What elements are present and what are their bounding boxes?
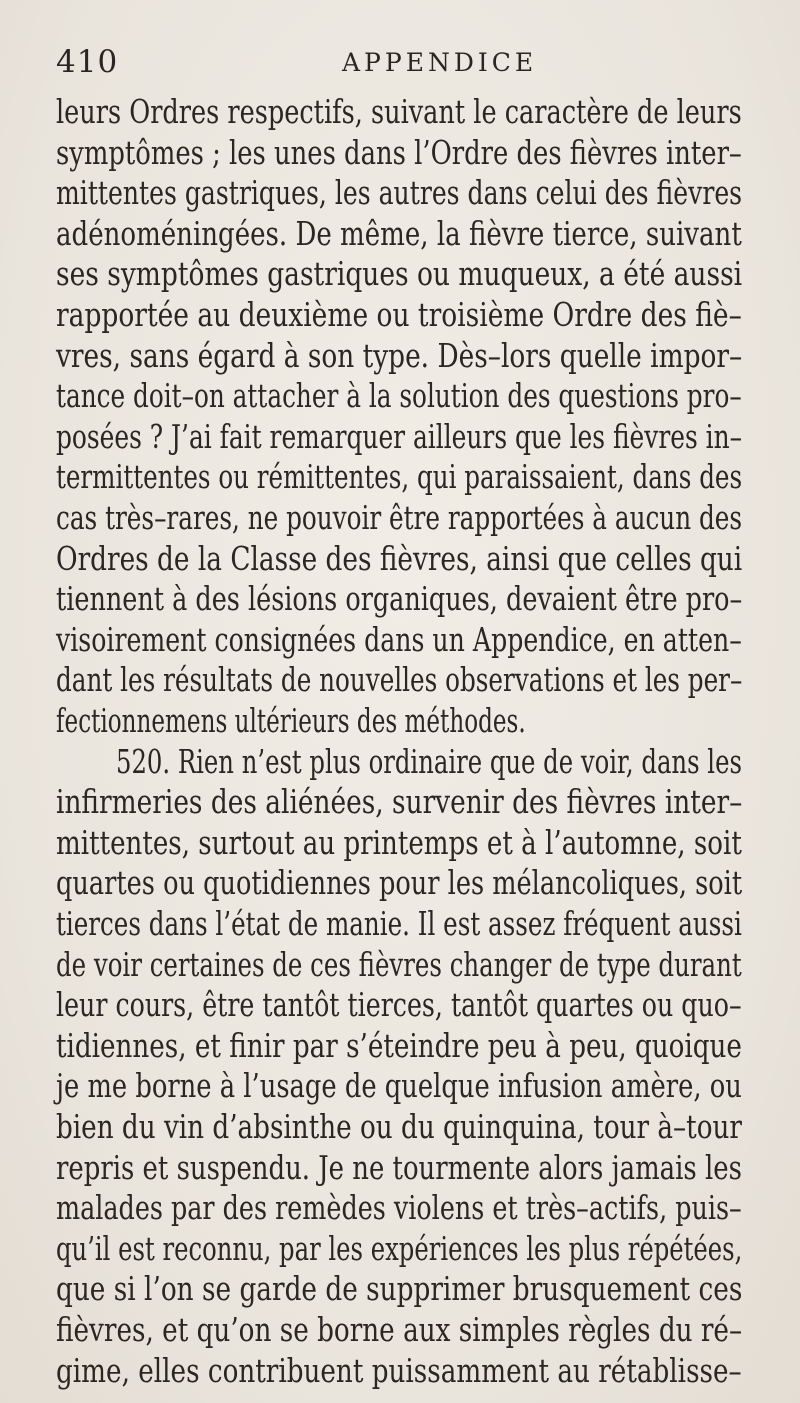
text-line: qu’il est reconnu, par les expériences les plus répétées, (56, 1229, 743, 1268)
text-line: tidiennes, et finir par s’éteindre peu à peu, quoique (56, 1026, 742, 1065)
text-line: symptômes ; les unes dans l’Ordre des fièvres inter– (56, 133, 742, 172)
text-line: de voir certaines de ces fièvres changer de type durant (56, 945, 742, 984)
text-line: cas très–rares, ne pouvoir être rapportées à aucun des (56, 499, 743, 537)
text-line: adénoméningées. De même, la fièvre tierce, suivant (56, 214, 742, 253)
running-head (56, 44, 696, 84)
text-line: dant les résultats de nouvelles observations et les per– (56, 661, 743, 700)
text-line: quartes ou quotidiennes pour les mélancoliques, soit (56, 864, 743, 903)
running-title: APPENDICE (342, 48, 538, 77)
text-line: tance doit–on attacher à la solution des questions pro– (56, 377, 742, 416)
text-line: fièvres, et qu’on se borne aux simples règles du ré– (56, 1311, 743, 1349)
text-line: termittentes ou rémittentes, qui paraissaient, dans des (56, 458, 743, 497)
page-number: 410 (56, 44, 119, 80)
text-line: ses symptômes gastriques ou muqueux, a été aussi (56, 255, 743, 294)
text-line: leurs Ordres respectifs, suivant le caractère de leurs (56, 93, 742, 131)
text-line: tierces dans l’état de manie. Il est assez fréquent aussi (56, 905, 742, 943)
text-line: 520. Rien n’est plus ordinaire que de voir, dans les (116, 742, 742, 781)
text-line: malades par des remèdes violens et très–actifs, puis– (56, 1189, 742, 1228)
text-line: fectionnemens ultérieurs des méthodes. (56, 702, 526, 740)
text-line: bien du vin d’absinthe ou du quinquina, tour à–tour (56, 1108, 742, 1146)
text-line: mittentes, surtout au printemps et à l’automne, soit (56, 823, 742, 862)
text-line: tiennent à des lésions organiques, devaient être pro– (56, 580, 743, 619)
text-line: je me borne à l’usage de quelque infusion amère, ou (56, 1067, 742, 1106)
text-line: repris et suspendu. Je ne tourmente alors jamais les (56, 1148, 742, 1187)
text-line: posées ? J’ai fait remarquer ailleurs que les fièvres in– (56, 417, 743, 456)
text-line: que si l’on se garde de supprimer brusquement ces (56, 1270, 743, 1309)
text-line: rapportée au deuxième ou troisième Ordre des fiè– (56, 296, 742, 334)
text-line: mittentes gastriques, les autres dans celui des fièvres (56, 174, 743, 213)
text-line: leur cours, être tantôt tierces, tantôt quartes ou quo– (56, 986, 742, 1025)
text-line: infirmeries des aliénées, survenir des fièvres inter– (56, 783, 743, 822)
text-line: Ordres de la Classe des fièvres, ainsi que celles qui (56, 539, 743, 578)
text-line: visoirement consignées dans un Appendice, en atten– (56, 620, 742, 659)
text-line: gime, elles contribuent puissamment au rétablisse– (56, 1351, 742, 1390)
text-line: vres, sans égard à son type. Dès–lors quelle impor– (56, 336, 743, 375)
